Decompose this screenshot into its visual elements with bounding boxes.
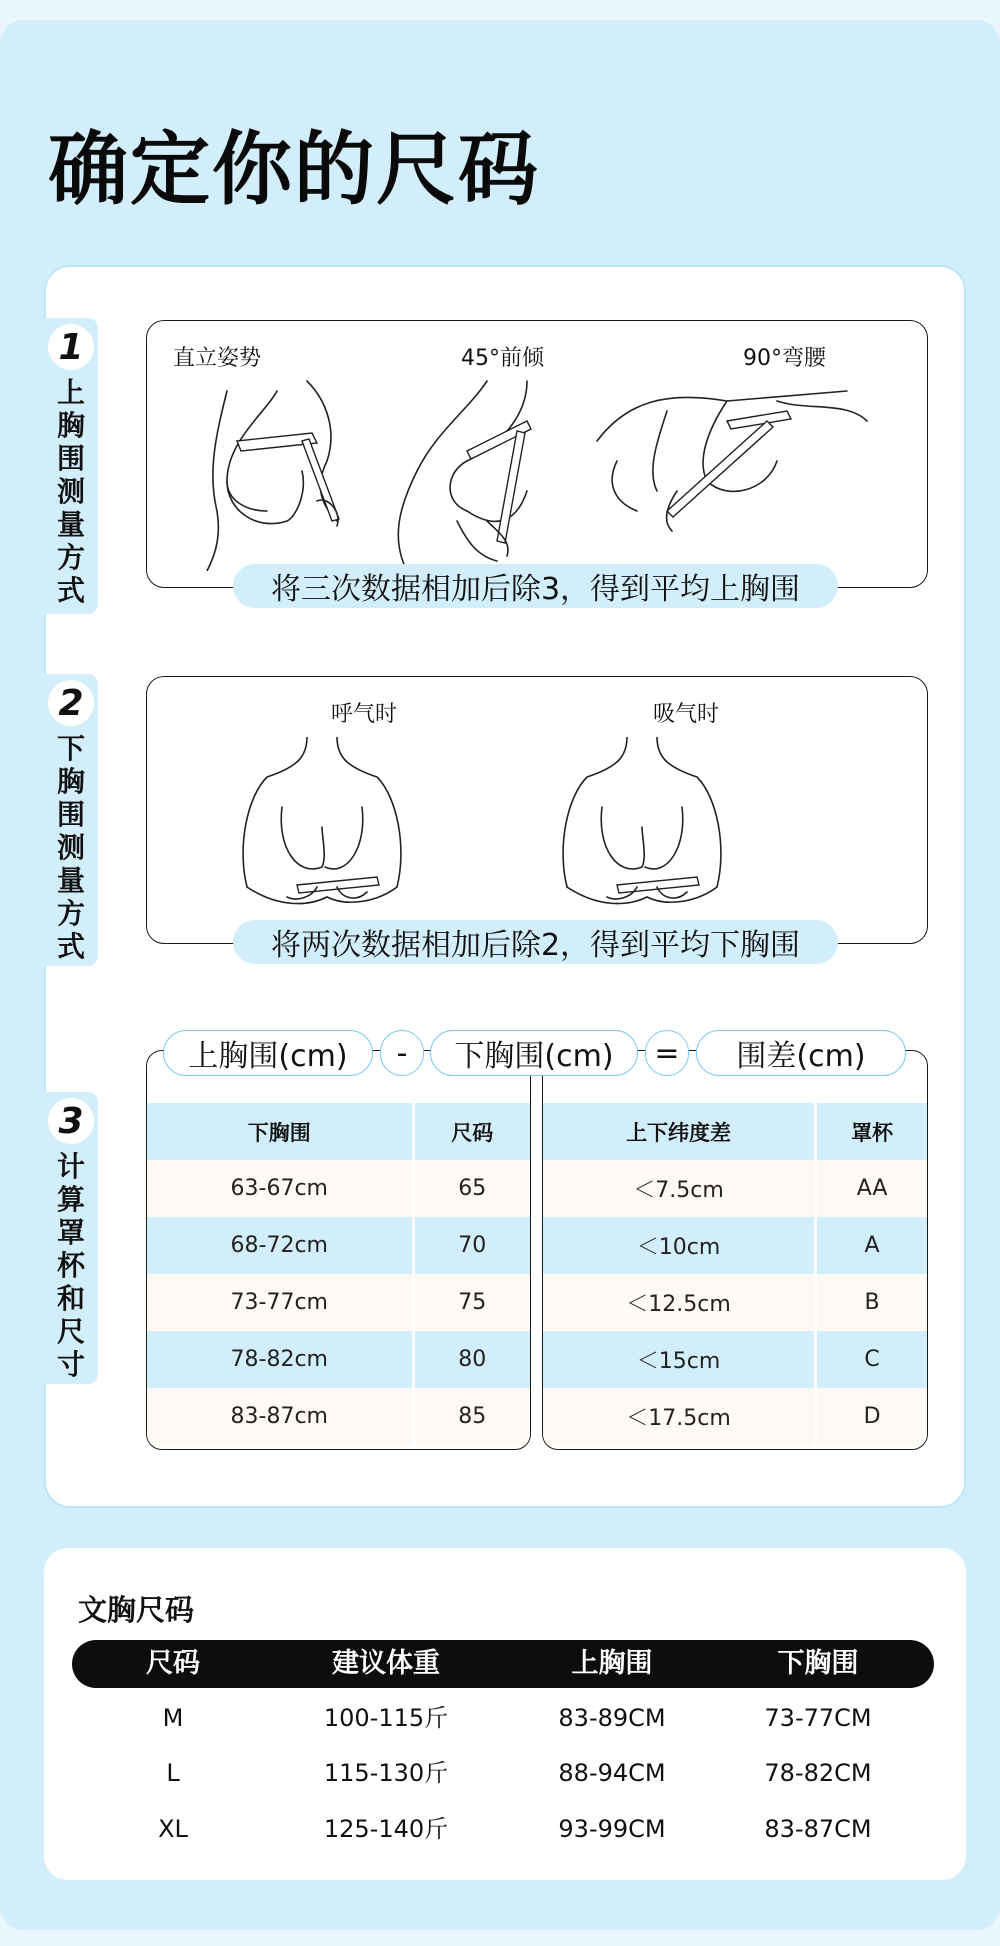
band-table-header-underbust: 下胸围: [147, 1103, 413, 1160]
band-table-header-size: 尺码: [413, 1103, 530, 1160]
table-row: [147, 1160, 530, 1217]
pose-label-exhale: 呼气时: [331, 702, 398, 727]
step-2-illustration-box: [146, 676, 928, 944]
cup-size-table: [543, 1103, 927, 1445]
band-size-table-box: [146, 1050, 531, 1450]
table-row: [72, 1698, 934, 1738]
band-cell-range: 78-82cm: [147, 1331, 413, 1388]
size-cell-bust: 88-94CM: [558, 1759, 666, 1787]
size-cell-size: M: [162, 1704, 184, 1732]
cup-cell-cup: C: [816, 1331, 927, 1388]
table-row: [543, 1274, 927, 1331]
band-cell-range: 63-67cm: [147, 1160, 413, 1217]
band-cell-size: 70: [413, 1217, 530, 1274]
step-3-label: 计算罩杯和尺寸: [56, 1150, 85, 1381]
step-1-tab: [44, 318, 98, 614]
cup-table-header-difference: 上下纬度差: [543, 1103, 816, 1160]
cup-cell-cup: D: [816, 1388, 927, 1445]
cup-size-table-box: [542, 1050, 928, 1450]
size-header-bust: 上胸围: [571, 1648, 653, 1679]
band-cell-size: 75: [413, 1274, 530, 1331]
step-2-caption: 将两次数据相加后除2，得到平均下胸围: [233, 920, 838, 964]
cup-cell-difference: ＜15cm: [543, 1331, 816, 1388]
formula-minus-pill: -: [380, 1030, 424, 1076]
band-size-table: [147, 1103, 530, 1445]
formula-bust-pill: 上胸围(cm): [163, 1030, 373, 1076]
size-header-size: 尺码: [146, 1648, 200, 1679]
cup-cell-difference: ＜7.5cm: [543, 1160, 816, 1217]
band-cell-range: 68-72cm: [147, 1217, 413, 1274]
size-cell-bust: 93-99CM: [558, 1815, 666, 1843]
size-cell-size: XL: [158, 1815, 188, 1843]
page-title: 确定你的尺码: [48, 123, 540, 216]
cup-cell-difference: ＜12.5cm: [543, 1274, 816, 1331]
size-cell-underbust: 83-87CM: [764, 1815, 872, 1843]
step-3-number: 3: [48, 1098, 94, 1144]
band-cell-range: 83-87cm: [147, 1388, 413, 1445]
band-cell-size: 85: [413, 1388, 530, 1445]
size-cell-bust: 83-89CM: [558, 1704, 666, 1732]
table-row: [147, 1274, 530, 1331]
step-1-number: 1: [48, 324, 94, 370]
bra-size-chart-card: [44, 1548, 966, 1880]
size-cell-weight: 100-115斤: [323, 1704, 449, 1732]
formula-underbust-pill: 下胸围(cm): [430, 1030, 638, 1076]
table-row: [147, 1331, 530, 1388]
table-row: [543, 1217, 927, 1274]
size-cell-underbust: 78-82CM: [764, 1759, 872, 1787]
size-chart-title: 文胸尺码: [78, 1593, 195, 1627]
step-3-tab: [44, 1092, 98, 1384]
table-row: [72, 1753, 934, 1793]
band-cell-range: 73-77cm: [147, 1274, 413, 1331]
step-2-number: 2: [48, 680, 94, 726]
cup-cell-difference: ＜17.5cm: [543, 1388, 816, 1445]
table-row: [543, 1160, 927, 1217]
cup-cell-difference: ＜10cm: [543, 1217, 816, 1274]
size-cell-weight: 115-130斤: [323, 1759, 449, 1787]
table-row: [147, 1217, 530, 1274]
size-cell-weight: 125-140斤: [323, 1815, 449, 1843]
cup-table-header-cup: 罩杯: [816, 1103, 927, 1160]
cup-cell-cup: AA: [816, 1160, 927, 1217]
pose-label-inhale: 吸气时: [653, 702, 720, 727]
measuring-poses-illustration: [167, 371, 907, 571]
table-row: [543, 1331, 927, 1388]
size-cell-underbust: 73-77CM: [764, 1704, 872, 1732]
pose-label-standing: 直立姿势: [173, 346, 262, 371]
step-2-tab: [44, 674, 98, 966]
step-2-label: 下胸围测量方式: [56, 732, 85, 963]
table-row: [543, 1388, 927, 1445]
breathing-poses-illustration: [227, 737, 867, 927]
pose-label-lean45: 45°前倾: [461, 346, 544, 371]
step-1-illustration-box: [146, 320, 928, 588]
size-header-weight: 建议体重: [332, 1648, 440, 1679]
step-1-label: 上胸围测量方式: [56, 376, 85, 607]
size-cell-size: L: [166, 1759, 180, 1787]
table-row: [147, 1388, 530, 1445]
band-cell-size: 80: [413, 1331, 530, 1388]
formula-difference-pill: 围差(cm): [696, 1030, 906, 1076]
table-row: [72, 1809, 934, 1849]
pose-label-bend90: 90°弯腰: [743, 346, 826, 371]
size-header-underbust: 下胸围: [777, 1648, 859, 1679]
size-chart-header: [72, 1640, 934, 1688]
band-cell-size: 65: [413, 1160, 530, 1217]
step-1-caption: 将三次数据相加后除3，得到平均上胸围: [233, 564, 838, 608]
formula-equals-pill: =: [645, 1030, 689, 1076]
cup-cell-cup: B: [816, 1274, 927, 1331]
cup-cell-cup: A: [816, 1217, 927, 1274]
